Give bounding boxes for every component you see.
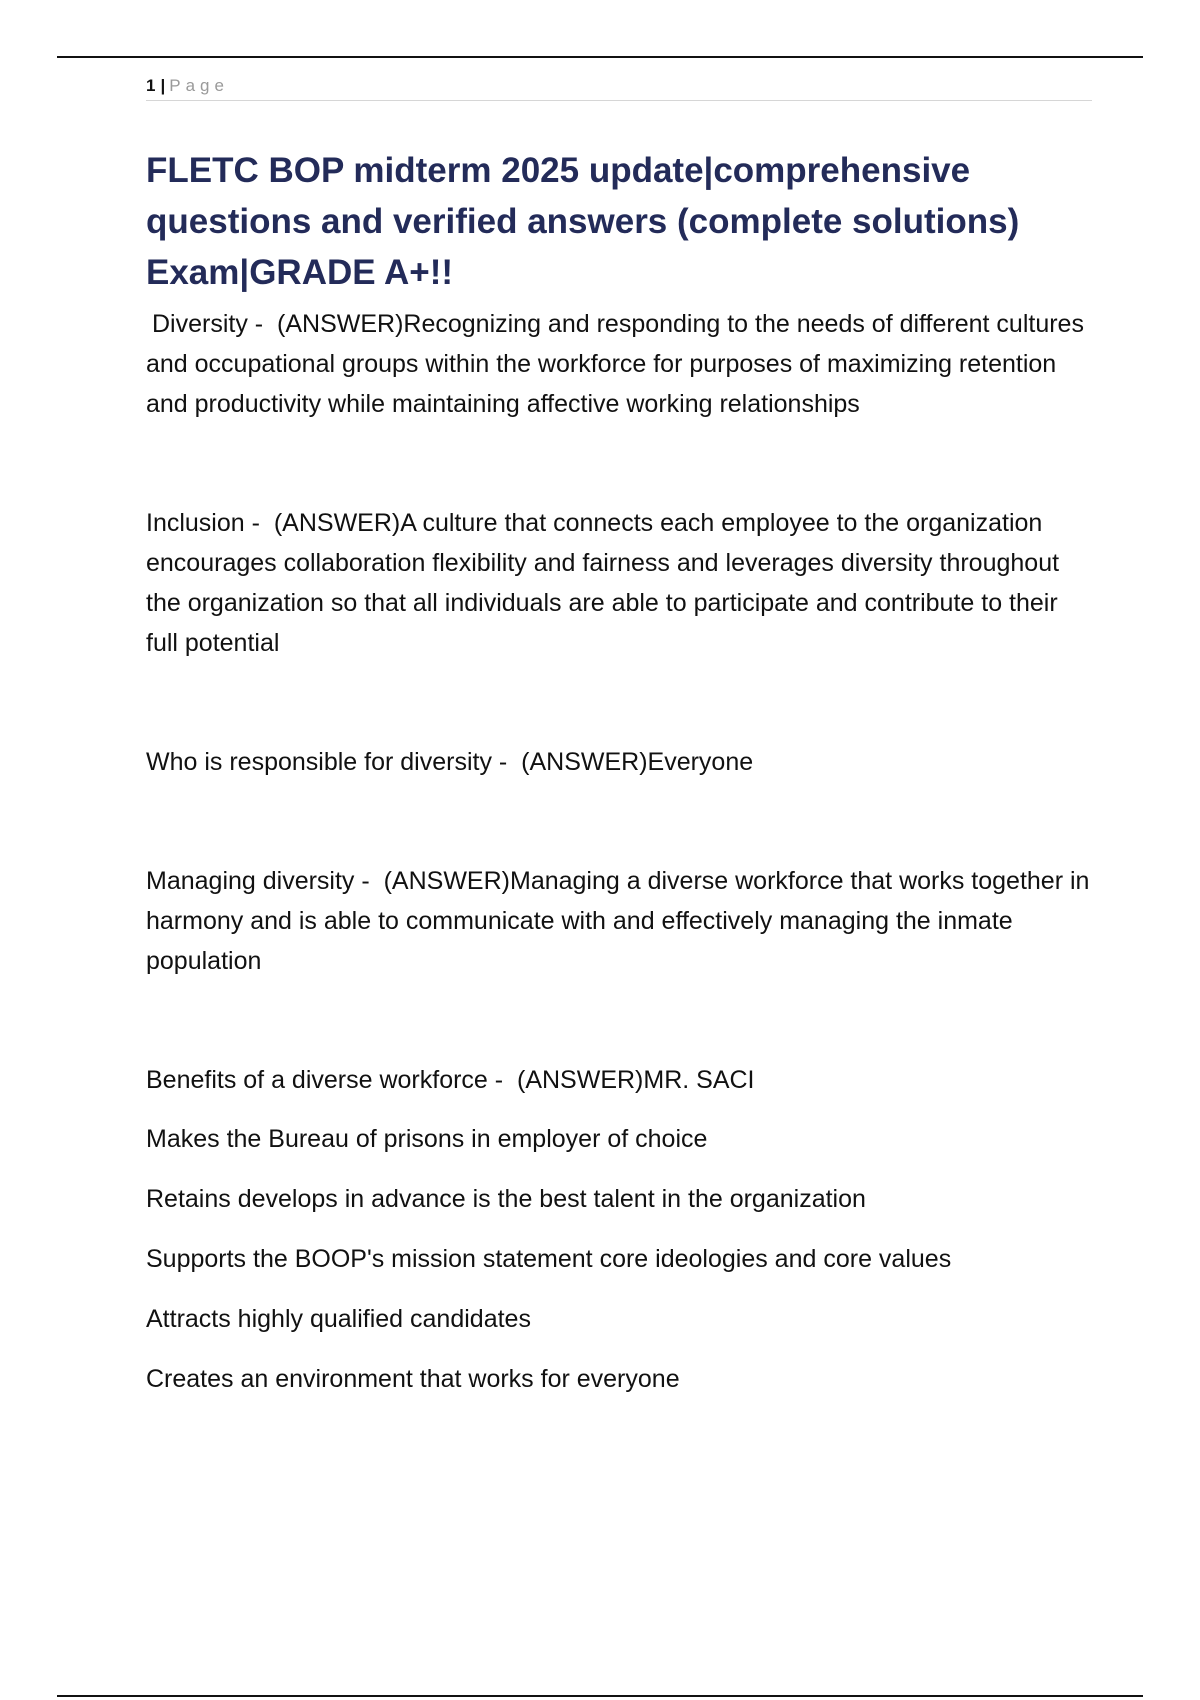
benefit-item: Makes the Bureau of prisons in employer of choice [146, 1125, 708, 1153]
qa-separator: - [487, 1066, 517, 1094]
qa-answer: (ANSWER)Recognizing and responding to the needs of different cultures and occupational groups within the workforce for purposes of maximizing retention and productivity while maintaining affective working relationships [146, 310, 1084, 418]
benefit-item: Creates an environment that works for everyone [146, 1365, 680, 1393]
bottom-rule [57, 1695, 1143, 1697]
qa-answer: (ANSWER)A culture that connects each employee to the organization encourages collaboration flexibility and fairness and leverages diversity throughout the organization so that all individuals are able to participate and contribute to their full potential [146, 509, 1060, 657]
qa-separator: - [491, 748, 522, 776]
qa-answer: (ANSWER)Everyone [521, 748, 754, 776]
benefit-item: Retains develops in advance is the best talent in the organization [146, 1185, 866, 1213]
qa-separator: - [244, 509, 274, 537]
top-rule [57, 56, 1143, 58]
qa-separator: - [247, 310, 278, 338]
qa-answer: (ANSWER)MR. SACI [517, 1066, 755, 1094]
page-header [146, 74, 1092, 101]
qa-answer: (ANSWER)Managing a diverse workforce that works together in harmony and is able to communicate with and effectively managing the inmate population [146, 867, 1090, 975]
qa-list [146, 304, 1092, 1100]
qa-entry-managing-diversity [146, 861, 1092, 981]
page-number-separator: | [160, 76, 166, 95]
benefits-list [146, 1119, 1092, 1399]
qa-term: Managing diversity [146, 867, 355, 895]
qa-separator: - [354, 867, 384, 895]
qa-term: Who is responsible for diversity [146, 748, 492, 776]
qa-entry-responsibility [146, 742, 1092, 782]
qa-term: Diversity [152, 310, 248, 338]
qa-term: Inclusion [146, 509, 245, 537]
benefit-item: Attracts highly qualified candidates [146, 1305, 531, 1333]
benefit-item: Supports the BOOP's mission statement core ideologies and core values [146, 1245, 952, 1273]
qa-term: Benefits of a diverse workforce [146, 1066, 488, 1094]
qa-entry-benefits [146, 1060, 1092, 1100]
document-body [146, 145, 1092, 1419]
qa-entry-diversity [146, 304, 1092, 424]
qa-entry-inclusion [146, 503, 1092, 663]
page-label: Page [169, 76, 229, 95]
document-title: FLETC BOP midterm 2025 update|comprehensive questions and verified answers (complete solutions) Exam|GRADE A+!! [146, 151, 1020, 292]
page-number: 1 [146, 76, 156, 95]
